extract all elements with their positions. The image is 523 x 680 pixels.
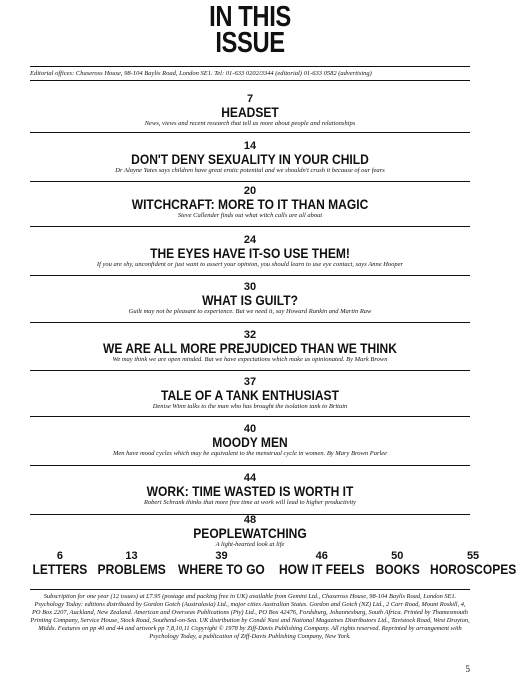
article-page-number: 40: [243, 423, 257, 435]
article-headline: MOODY MEN: [212, 434, 288, 450]
article-description: News, views and recent research that tell us more about people and relationships: [144, 120, 356, 127]
article-item[interactable]: [30, 276, 470, 323]
article-description: If you are shy, unconfident or just want to assert your opinion, you should learn to use eye contact, says Anne Hooper: [96, 261, 404, 268]
article-page-number: 44: [243, 472, 257, 484]
title-line-2: ISSUE: [215, 27, 285, 59]
article-page-number: 48: [243, 514, 257, 526]
article-item[interactable]: [30, 371, 470, 417]
page-number: 5: [465, 664, 470, 674]
article-item[interactable]: [30, 323, 470, 371]
article-headline: WORK: TIME WASTED IS WORTH IT: [146, 483, 354, 499]
regular-page-number: 46: [315, 550, 328, 562]
article-item[interactable]: [30, 182, 470, 227]
editorial-offices: Editorial offices: Chaseross House, 98-104 Baylis Road, London SE1. Tel: 01-633 0202/3344 (editorial) 01-633 0582 (advertising): [30, 66, 470, 81]
regular-page-number: 55: [466, 550, 480, 562]
article-description: Robert Schrank thinks that more free time at work will lead to higher productivity: [143, 499, 357, 506]
regular-item[interactable]: [372, 551, 423, 577]
regular-item[interactable]: [92, 551, 171, 577]
regular-headline: BOOKS: [375, 561, 420, 577]
regular-item[interactable]: [423, 551, 523, 577]
article-headline: THE EYES HAVE IT-SO USE THEM!: [150, 245, 350, 261]
page-title: [0, 1, 500, 59]
article-headline: HEADSET: [221, 104, 279, 120]
regular-page-number: 6: [56, 550, 63, 562]
regulars-row: [28, 550, 517, 577]
article-description: Dr Alayne Yates says children have great erotic potential and we shouldn't crush it because of our fears: [115, 167, 385, 174]
article-item[interactable]: [30, 466, 470, 515]
regular-headline: HOROSCOPES: [429, 561, 517, 577]
article-headline: TALE OF A TANK ENTHUSIAST: [161, 387, 339, 403]
article-description: Denise Winn talks to the man who has brought the isolation tank to Britain: [152, 403, 348, 410]
article-description: We may think we are open minded. But we have expectations which make us opinionated. By Mark Brown: [112, 356, 388, 363]
regular-page-number: 13: [125, 550, 138, 562]
regular-item[interactable]: [272, 551, 372, 577]
article-page-number: 24: [243, 234, 257, 246]
regular-item[interactable]: [28, 551, 92, 577]
article-item[interactable]: [30, 133, 470, 182]
article-page-number: 20: [243, 185, 257, 197]
article-page-number: 37: [243, 376, 257, 388]
regular-headline: HOW IT FEELS: [278, 561, 365, 577]
article-item[interactable]: [30, 515, 470, 547]
article-page-number: 7: [246, 93, 254, 105]
article-description: Men have mood cycles which may be equivalent to the menstrual cycle in women. By Mary Brown Parlee: [112, 450, 388, 457]
article-headline: WHAT IS GUILT?: [202, 292, 298, 308]
article-item[interactable]: [30, 417, 470, 466]
article-page-number: 32: [243, 329, 257, 341]
article-headline: WE ARE ALL MORE PREJUDICED THAN WE THINK: [103, 340, 397, 356]
article-description: Guilt may not be pleasant to experience. But we need it, say Howard Rankin and Martin Raw: [128, 308, 372, 315]
title-line-1: IN THIS: [209, 1, 291, 33]
article-headline: PEOPLEWATCHING: [193, 525, 307, 541]
subscription-info: Subscription for one year (12 issues) at £7.95 (postage and packing free in UK) available from Gemini Ltd., Chaseross House, 98-104 Baylis Road, London SE1. Psychology Today: editions distributed by Gordon Gotch (Australasia) Ltd., major cities Australian States. Gordon and Gotch (NZ) Ltd., 2 Carr Road, Mount Roskill, 4, PO Box 2207, Auckland, New Zealand. American and Overseas Publications (Pty) Ltd., PO Box 42476, Fordsburg, Johannesburg, South Africa. Printed by Thamesmouth Printing Company, Service House, Stock Road, Southend-on-Sea. UK distribution by Condé Nast and National Magazines Distributors Ltd., Tavistock Road, West Drayton, Middx. Features on pp 40 and 44 and artwork pp 7,8,10,11 Copyright © 1978 by Ziff-Davis Publishing Company. All rights reserved. Reprinted by arrangement with Psychology Today, a publication of Ziff-Davis Publishing Company, New York.: [30, 589, 470, 641]
regular-page-number: 39: [215, 550, 228, 562]
regular-headline: LETTERS: [32, 561, 88, 577]
article-headline: WITCHCRAFT: MORE TO IT THAN MAGIC: [131, 196, 369, 212]
regular-page-number: 50: [391, 550, 404, 562]
article-headline: DON'T DENY SEXUALITY IN YOUR CHILD: [131, 151, 369, 167]
article-description: A light-hearted look at life: [215, 541, 285, 548]
regular-headline: WHERE TO GO: [178, 561, 265, 577]
article-description: Steve Callender finds out what witch calls are all about: [177, 212, 323, 219]
regular-item[interactable]: [171, 551, 272, 577]
article-page-number: 30: [243, 281, 257, 293]
regular-headline: PROBLEMS: [97, 561, 166, 577]
article-item[interactable]: [30, 90, 470, 133]
article-page-number: 14: [243, 140, 257, 152]
article-item[interactable]: [30, 227, 470, 276]
